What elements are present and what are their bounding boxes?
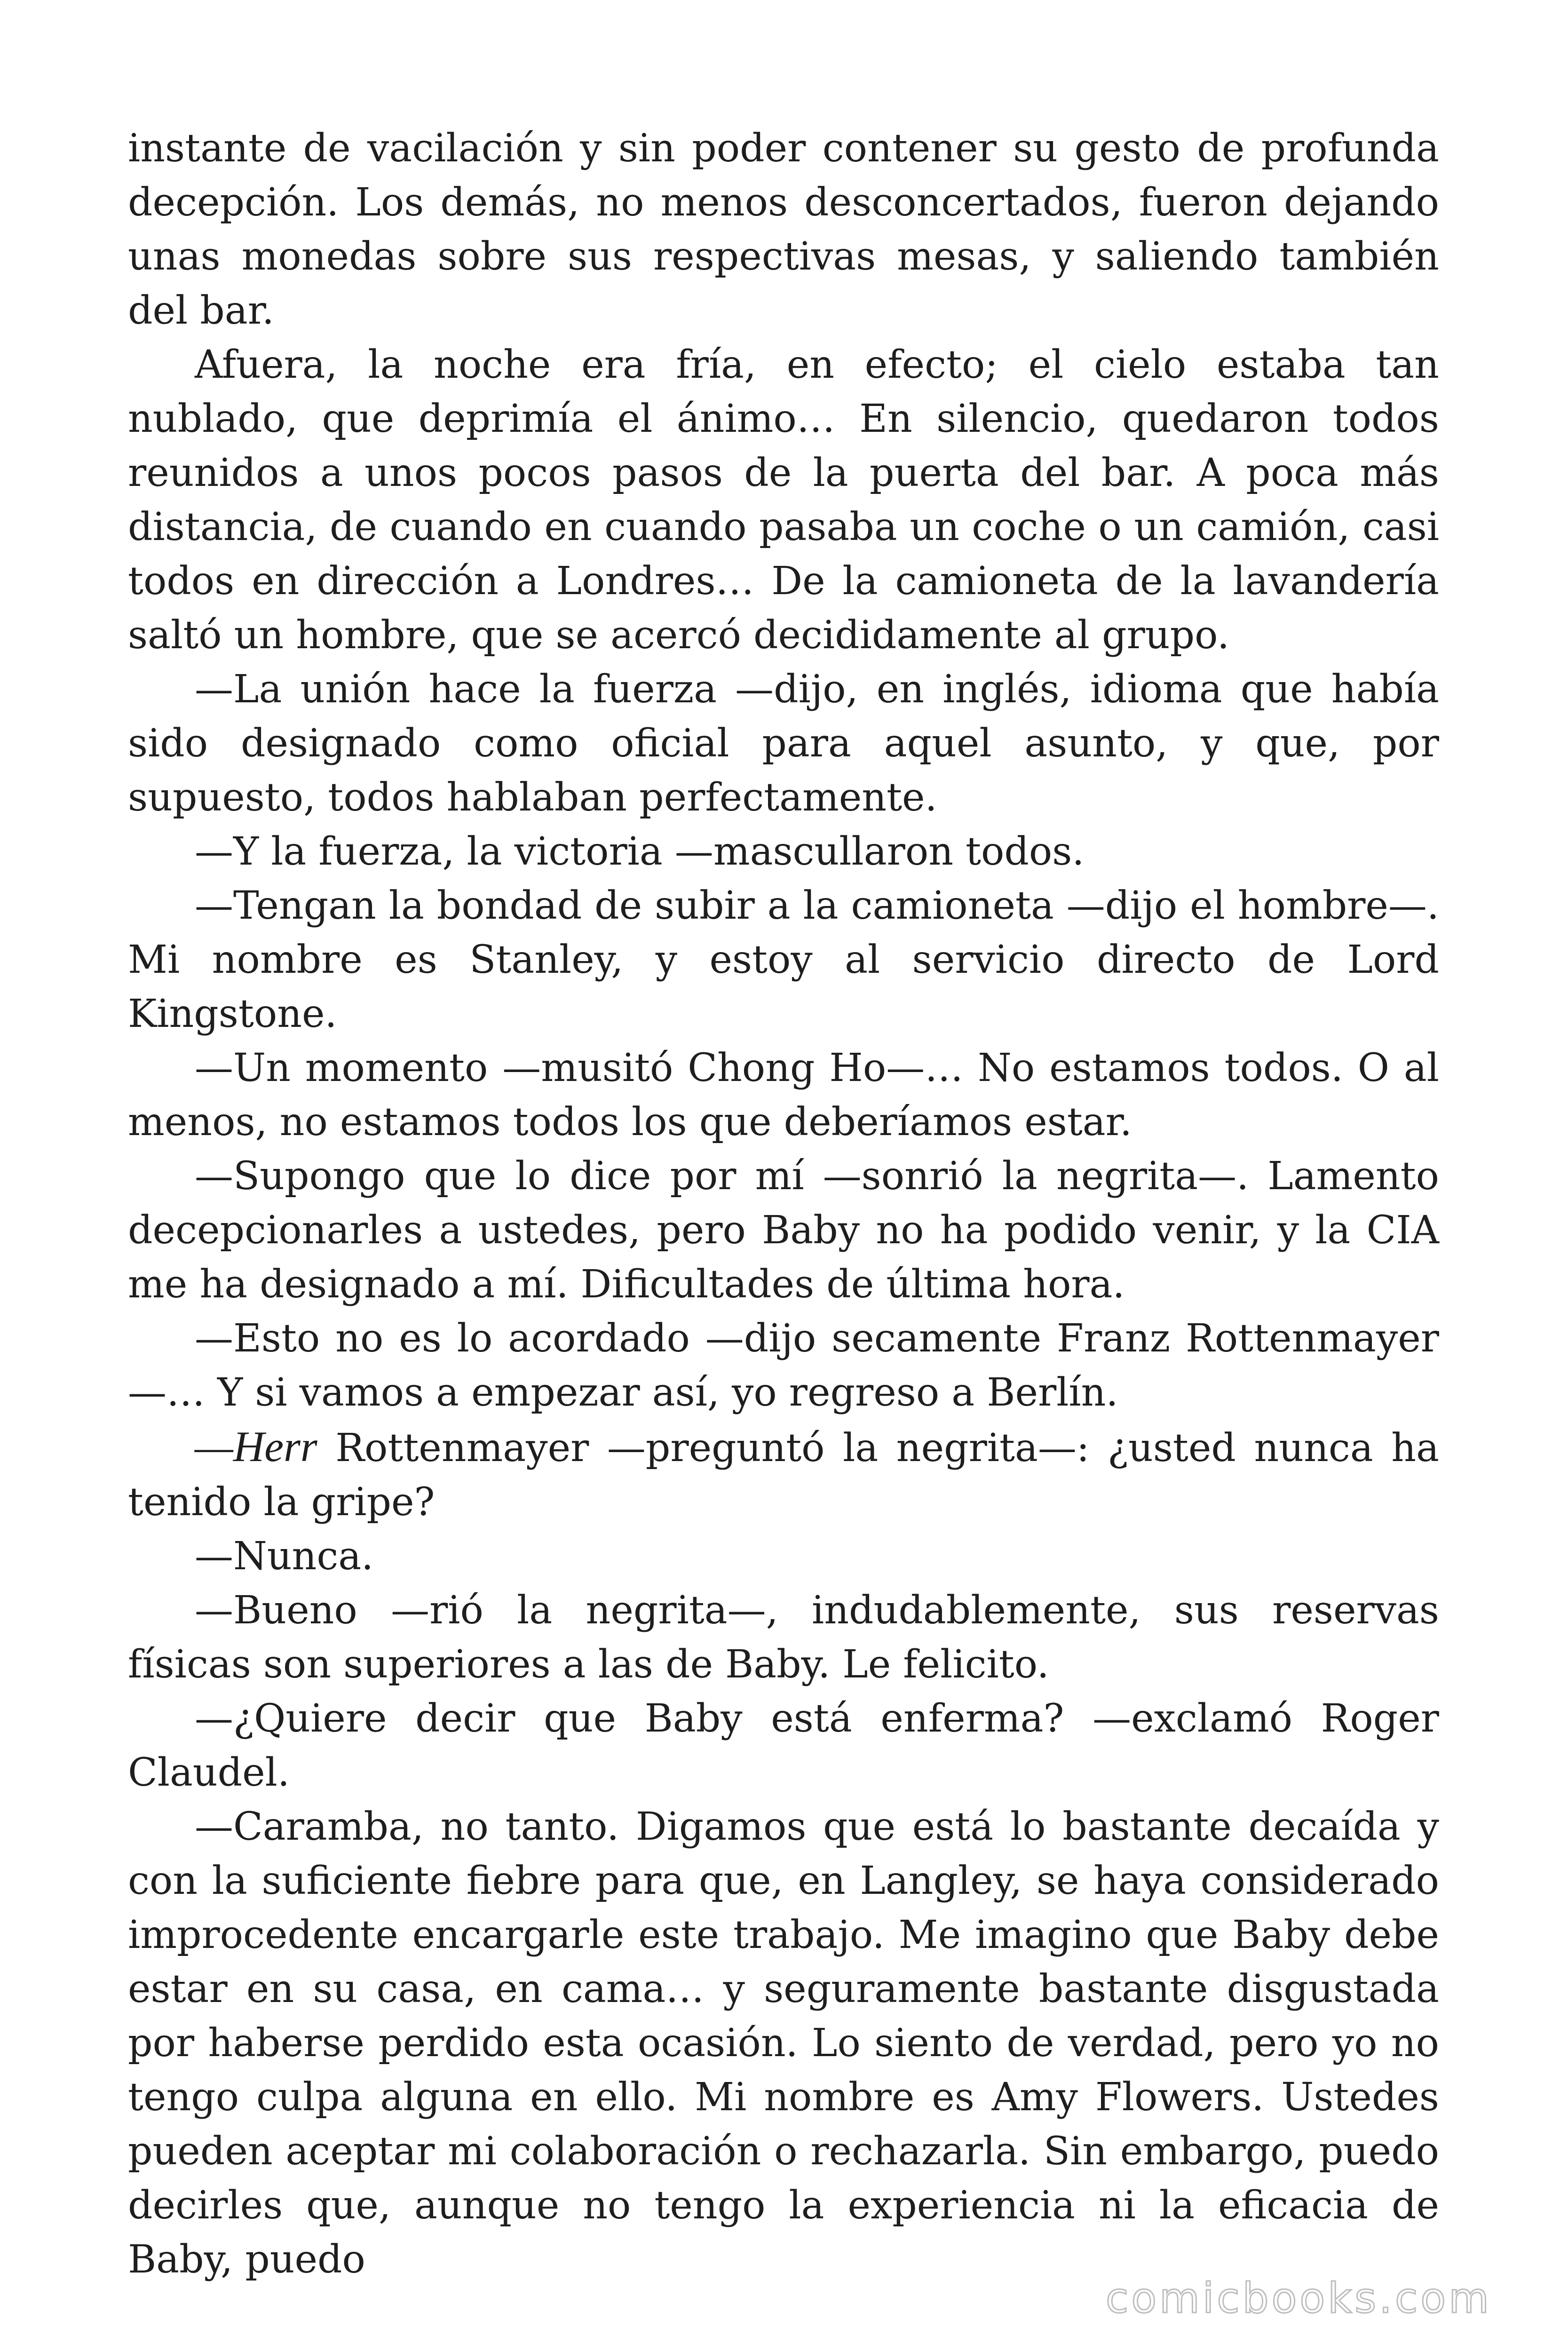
paragraph-9 (128, 1420, 1439, 1529)
paragraph-2: Afuera, la noche era fría, en efecto; el cielo estaba tan nublado, que deprimía el ánimo… En silencio, quedaron todos reunidos a unos pocos pasos de la puerta del bar. A poca más distancia, de cuando en cuando pasaba un coche o un camión, casi todos en dirección a Londres… De la camioneta de la lavandería saltó un hombre, que se acercó decididamente al grupo. (128, 342, 1439, 658)
paragraph-1: instante de vacilación y sin poder contener su gesto de profunda decepción. Los demás, no menos desconcertados, fueron dejando unas monedas sobre sus respectivas mesas, y saliendo también del bar. (128, 126, 1439, 333)
paragraph-11: —Bueno —rió la negrita—, indudablemente, sus reservas físicas son superiores a las de Baby. Le felicito. (128, 1588, 1439, 1687)
paragraph-7: —Supongo que lo dice por mí —sonrió la negrita—. Lamento decepcionarles a ustedes, pero Baby no ha podido venir, y la CIA me ha designado a mí. Dificultades de última hora. (128, 1154, 1439, 1307)
paragraph-5: —Tengan la bondad de subir a la camioneta —dijo el hombre—. Mi nombre es Stanley, y estoy al servicio directo de Lord Kingstone. (128, 883, 1439, 1036)
paragraph-9-text: Rottenmayer —preguntó la negrita—: ¿usted nunca ha tenido la gripe? (128, 1426, 1439, 1525)
paragraph-3: —La unión hace la fuerza —dijo, en inglés, idioma que había sido designado como oficial para aquel asunto, y que, por supuesto, todos hablaban perfectamente. (128, 667, 1439, 820)
paragraph-10: —Nunca. (195, 1534, 374, 1579)
paragraph-6: —Un momento —musitó Chong Ho—… No estamos todos. O al menos, no estamos todos los que deberíamos estar. (128, 1046, 1439, 1144)
italic-word-herr: —Herr (195, 1422, 317, 1470)
site-watermark: comicbooks.com (1105, 2274, 1492, 2322)
paragraph-12: —¿Quiere decir que Baby está enferma? —exclamó Roger Claudel. (128, 1696, 1439, 1795)
paragraph-13: —Caramba, no tanto. Digamos que está lo bastante decaída y con la suficiente fiebre para que, en Langley, se haya considerado improcedente encargarle este trabajo. Me imagino que Baby debe estar en su casa, en cama… y seguramente bastante disgustada por haberse perdido esta ocasión. Lo siento de verdad, pero yo no tengo culpa alguna en ello. Mi nombre es Amy Flowers. Ustedes pueden aceptar mi colaboración o rechazarla. Sin embargo, puedo decirles que, aunque no tengo la experiencia ni la eficacia de Baby, puedo (128, 1804, 1439, 2282)
paragraph-4: —Y la fuerza, la victoria —mascullaron todos. (195, 829, 1085, 874)
book-page-text (128, 121, 1439, 2287)
paragraph-8: —Esto no es lo acordado —dijo secamente Franz Rottenmayer—… Y si vamos a empezar así, yo regreso a Berlín. (128, 1316, 1439, 1415)
